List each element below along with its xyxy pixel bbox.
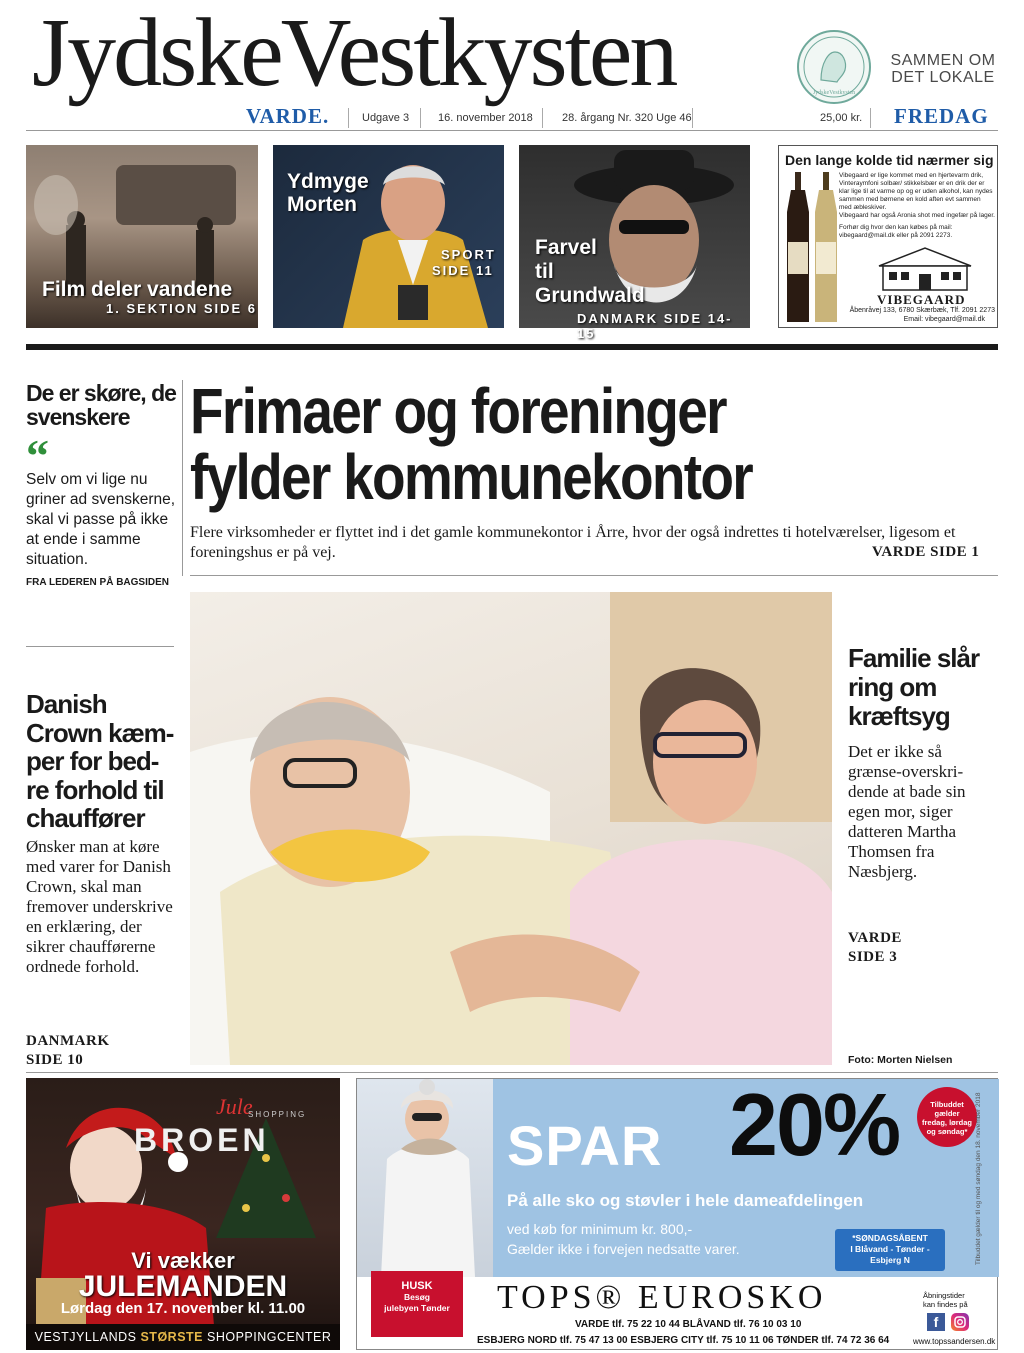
svg-text:JydskeVestkysten: JydskeVestkysten — [812, 90, 856, 96]
slogan-line: DET LOKALE — [891, 69, 995, 86]
main-headline[interactable] — [190, 375, 878, 513]
ad-email: Email: vibegaard@mail.dk — [903, 316, 985, 323]
badge-line: I Blåvand - Tønder - — [850, 1244, 930, 1254]
slogan — [888, 52, 998, 86]
teaser-sub: DANMARK SIDE 14-15 — [577, 311, 733, 341]
weekday-label: FREDAG — [894, 104, 989, 128]
teaser-title: Ydmyge — [287, 170, 369, 193]
opening-hours — [923, 1291, 968, 1309]
spar-label: SPAR — [507, 1114, 663, 1177]
heading-line: chauffører — [26, 803, 145, 833]
ref-line: SIDE 3 — [848, 949, 898, 965]
issue-label: Udgave 3 — [362, 112, 410, 124]
heading-line: re forhold til — [26, 774, 164, 805]
heading-line: Danish — [26, 689, 107, 719]
tops-website[interactable]: www.topssandersen.dk — [913, 1337, 996, 1346]
tops-side-text: Tilbuddet gælder til og med søndag den 18. november 2018 — [975, 1092, 982, 1265]
edition-label: VARDE. — [246, 104, 330, 128]
heading-line: per for bed- — [26, 746, 159, 776]
volume-label: 28. årgang Nr. 320 Uge 46 — [562, 112, 692, 124]
teaser-sub: SIDE 11 — [432, 263, 494, 278]
broen-script: Jule — [216, 1094, 253, 1119]
quote-mark-icon: “ — [26, 430, 49, 481]
danish-crown-heading[interactable] — [26, 690, 186, 833]
seal-logo-icon — [797, 30, 871, 104]
ad-address: Åbenråvej 133, 6780 Skærbæk, Tlf. 2091 2273 — [849, 307, 995, 314]
teaser-sub: SPORT — [441, 247, 496, 262]
broen-footer — [26, 1324, 340, 1350]
stores-line2: ESBJERG NORD tlf. 75 47 13 00 ESBJERG CITY tlf. 75 10 11 06 TØNDER tlf. 74 72 36 64 — [477, 1335, 890, 1346]
stores-line1: VARDE tlf. 75 22 10 44 BLÅVAND tlf. 76 10 03 10 — [575, 1319, 802, 1330]
ad-vibegaard[interactable] — [778, 145, 998, 328]
left-quote: Selv om vi lige nu griner ad svenskerne, skal vi passe på ikke at ende i samme situation. — [26, 471, 176, 568]
headline-line: Frimaer og foreninger — [190, 375, 726, 447]
ad-broen[interactable] — [26, 1078, 340, 1350]
tops-line2: ved køb for minimum kr. 800,- — [507, 1221, 693, 1237]
heading-line: Familie slår — [848, 643, 980, 673]
tops-line3: Gælder ikke i forvejen nedsatte varer. — [507, 1241, 740, 1257]
teaser-title: Film deler vandene — [42, 278, 233, 301]
teaser-title: til — [535, 260, 554, 283]
ad-photo — [357, 1079, 493, 1277]
footer-text: VESTJYLLANDS — [34, 1330, 141, 1344]
main-deck: Flere virksomheder er flyttet ind i det gamle kommunekontor i Årre, hvor der også indrettes ti hotelværelser, ligesom et foreningshus er på vej. — [190, 524, 956, 561]
family-body: Det er ikke så grænse-overskri-dende at bade sin egen mor, siger datteren Martha Thomsen fra Næsbjerg. — [848, 742, 966, 881]
ref-line: DANMARK — [26, 1033, 110, 1049]
sunday-open-badge — [835, 1229, 945, 1271]
footer-text: SHOPPINGCENTER — [203, 1330, 332, 1344]
date-label: 16. november 2018 — [438, 112, 533, 124]
farmhouse-icon — [875, 246, 975, 297]
ref-line: SIDE 10 — [26, 1052, 84, 1068]
teaser-title: Morten — [287, 193, 357, 216]
left-heading: De er skøre, de svenskere — [26, 380, 176, 430]
instagram-icon[interactable] — [951, 1313, 969, 1331]
broen-line1: Vi vækker — [131, 1248, 235, 1273]
badge-line: HUSK — [401, 1280, 433, 1292]
price-label: 25,00 kr. — [820, 112, 863, 124]
heading-line: kræftsyg — [848, 701, 950, 731]
ad-text: Vibegaard har også Aronia shot med ingefær på lager. — [839, 212, 995, 219]
bottle-icon — [785, 172, 811, 272]
facebook-icon[interactable]: f — [927, 1313, 945, 1331]
badge-line: julebyen Tønder — [384, 1303, 450, 1313]
family-heading[interactable] — [848, 644, 998, 731]
ad-brand: VIBEGAARD — [877, 292, 966, 307]
heading-line: ring om — [848, 672, 937, 702]
broen-line3: Lørdag den 17. november kl. 11.00 — [60, 1300, 306, 1317]
broen-shopping: SHOPPING — [248, 1110, 307, 1119]
ad-text: Forhør dig hvor den kan købes på mail: vibegaard@mail.dk eller på 2091 2273. — [839, 224, 953, 239]
teaser-morten[interactable] — [273, 145, 504, 328]
danish-crown-ref — [26, 1032, 110, 1070]
husk-badge — [371, 1271, 463, 1337]
main-ref: VARDE SIDE 1 — [872, 544, 980, 560]
badge-line: Esbjerg N — [870, 1255, 910, 1265]
headline-line: fylder kommunekontor — [190, 441, 752, 513]
footer-accent: STØRSTE — [140, 1330, 204, 1344]
offer-burst: Tilbuddet gælder fredag, lørdag og søndag* — [917, 1087, 977, 1147]
ref-line: VARDE — [848, 930, 902, 946]
teaser-title: Grundwald — [535, 284, 645, 307]
broen-brand: BROEN — [134, 1122, 270, 1158]
tops-brand: TOPS® EUROSKO — [497, 1279, 827, 1316]
tops-line1: På alle sko og støvler i hele dameafdelingen — [507, 1191, 864, 1210]
badge-line: *SØNDAGSÅBENT — [852, 1233, 928, 1243]
ad-text: Vibegaard er lige kommet med en hjertevarm drik, Vinteraymfoni solbær/ stikkelsbær er en drik der er klar lige til at varme op og er uden alkohol, kan nydes sammen med børnene en kold aften evt sammen med æbleskiver. — [839, 172, 993, 211]
ad-tops[interactable] — [356, 1075, 998, 1350]
badge-line: Besøg — [404, 1292, 430, 1302]
family-ref — [848, 929, 902, 967]
hours-line: Åbningstider — [923, 1291, 965, 1300]
photo-credit: Foto: Morten Nielsen — [848, 1054, 953, 1066]
teaser-film[interactable] — [26, 145, 258, 328]
teaser-grundwald[interactable] — [519, 145, 750, 341]
left-source: FRA LEDEREN PÅ BAGSIDEN — [26, 577, 169, 588]
main-photo — [190, 592, 832, 1065]
heading-line: Crown kæm- — [26, 717, 174, 748]
percent-label: 20% — [729, 1075, 900, 1174]
masthead-title: JydskeVestkysten — [32, 0, 676, 107]
danish-crown-body: Ønsker man at køre med varer for Danish Crown, skal man fremover underskrive en erklæring, der sikrer chaufførerne ordnede forhold. — [26, 837, 173, 976]
ad-heading: Den lange kolde tid nærmer sig — [785, 152, 994, 168]
teaser-title: Farvel — [535, 236, 597, 259]
slogan-line: SAMMEN OM — [890, 52, 996, 69]
hours-line: kan findes på — [923, 1300, 968, 1309]
broen-line2: JULEMANDEN — [78, 1270, 288, 1303]
teaser-sub: 1. SEKTION SIDE 6 — [106, 301, 258, 316]
